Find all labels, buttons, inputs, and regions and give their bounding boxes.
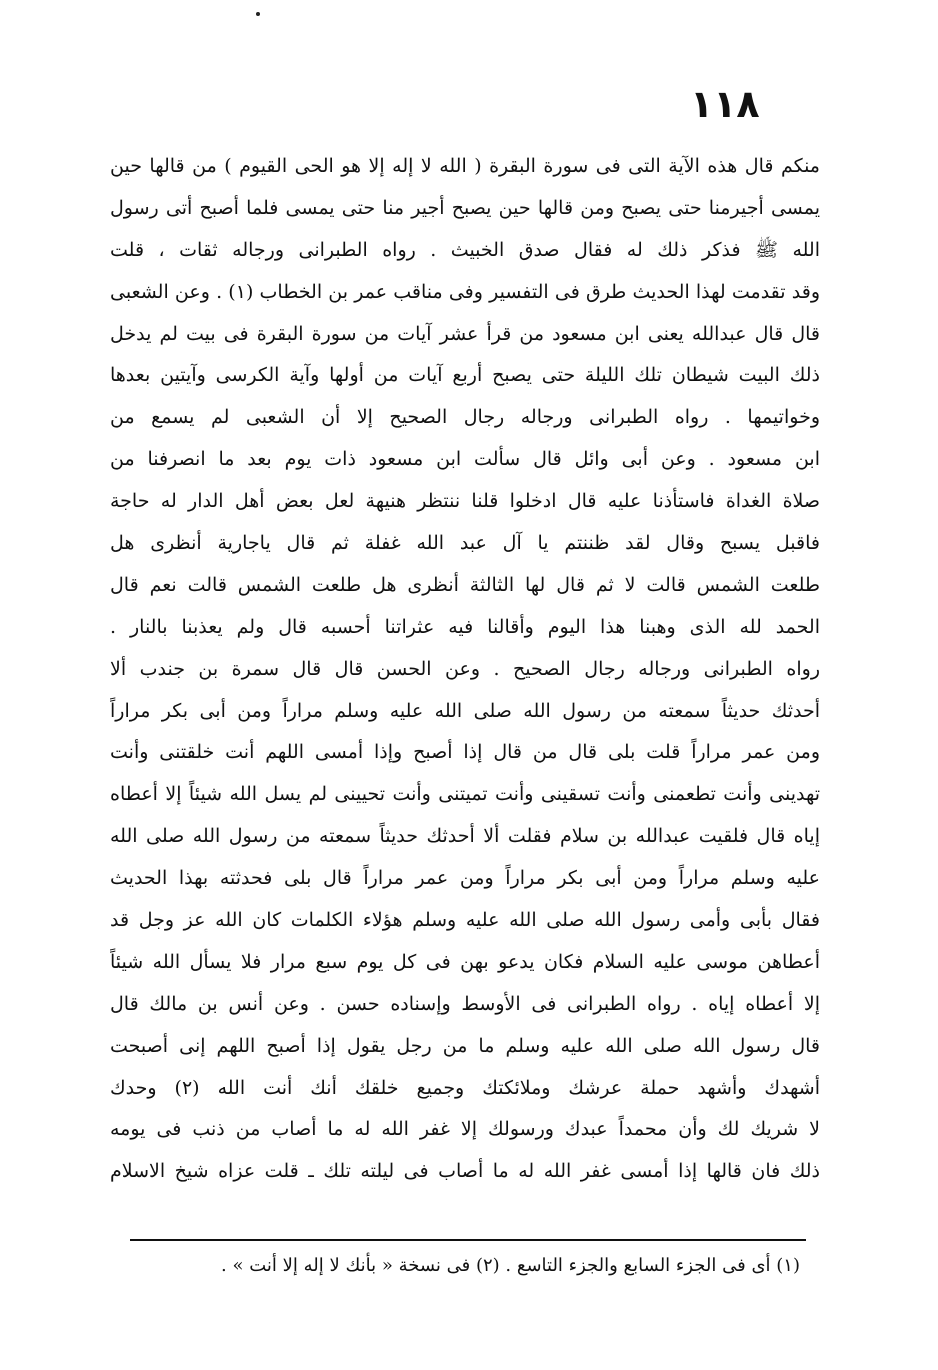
text-line: إياه قال فلقيت عبدالله بن سلام فقلت ألا أحدثك حديثاً سمعته من رسول الله صلى الله (110, 825, 820, 848)
text-line: لا شريك لك وأن محمداً عبدك ورسولك إلا غفر الله له ما أصاب من ذنب فى يومه (110, 1118, 820, 1141)
text-line: أعطاهن موسى عليه السلام فكان يدعو بهن فى كل يوم سبع مرار فلا يسأل الله شيئاً (110, 950, 820, 973)
footnote: (١) أى فى الجزء السابع والجزء التاسع . (٢) فى نسخة « بأنك لا إله إلا أنت » . (221, 1255, 800, 1276)
text-line: تهدينى وأنت تطعمنى وأنت تسقينى وأنت تميتنى وأنت تحيينى لم يسل الله شيئاً إلا أعطاه (110, 783, 820, 806)
text-line: يمسى أجيرمنا حتى يصبح ومن قالها حين يصبح أجير منا حتى يمسى فلما أصبح أتى رسول (110, 196, 820, 219)
text-line: قال رسول الله صلى الله عليه وسلم ما من رجل يقول إذا أصبح اللهم إنى أصبحت (110, 1034, 820, 1057)
text-line: فقال بأبى وأمى رسول الله صلى الله عليه وسلم هؤلاء الكلمات كان الله عز وجل قد (110, 909, 820, 932)
text-line: وقد تقدمت لهذا الحديث طرق فى التفسير وفى مناقب عمر بن الخطاب (١) . وعن الشعبى (110, 280, 820, 303)
text-line: إلا أعطاه إياه . رواه الطبرانى فى الأوسط وإسناده حسن . وعن أنس بن مالك قال (110, 992, 820, 1015)
page-number: ١١٨ (690, 82, 760, 126)
text-line: رواه الطبرانى ورجاله رجال الصحيح . وعن الحسن قال قال سمرة بن جندب ألا (110, 657, 820, 680)
text-line: أحدثك حديثاً سمعته من رسول الله صلى الله عليه وسلم مراراً ومن أبى بكر مراراً (110, 699, 820, 722)
text-line: قال قال عبدالله يعنى ابن مسعود من قرأ عشر آيات من سورة البقرة فى بيت لم يدخل (110, 322, 820, 345)
text-line: ابن مسعود . وعن أبى وائل قال سألت ابن مسعود ذات يوم بعد ما انصرفنا من (110, 448, 820, 471)
ink-speck (256, 12, 260, 16)
text-line: ذلك فان قالها إذا أمسى غفر الله له ما أصاب فى ليلته تلك ـ قلت عزاه شيخ الاسلام (110, 1160, 820, 1183)
text-line: ومن عمر مراراً قلت بلى قال من قال إذا أصبح وإذا أمسى اللهم أنت خلقتنى وأنت (110, 741, 820, 764)
text-line: صلاة الغداة فاستأذنا عليه قال ادخلوا قلنا ننتظر هنيهة لعل بعض أهل الدار له حاجة (110, 490, 820, 513)
text-line: فاقبل يسبح وقال لقد ظننتم يا آل عبد الله غفلة ثم قال ياجارية أنظرى هل (110, 532, 820, 555)
text-line: ذلك البيت شيطان تلك الليلة حتى يصبح أربع آيات من أولها وآية الكرسى وآيتين بعدها (110, 364, 820, 387)
text-line: عليه وسلم مراراً ومن أبى بكر مراراً ومن عمر مراراً قال بلى فحدثته بهذا الحديث (110, 867, 820, 890)
footnote-divider (130, 1239, 806, 1241)
text-line: طلعت الشمس قالت لا ثم قال لها الثالثة أنظرى هل طلعت الشمس قالت نعم قال (110, 573, 820, 596)
text-line: منكم قال هذه الآية التى فى سورة البقرة ( الله لا إله إلا هو الحى القيوم ) من قالها حين (110, 155, 820, 177)
body-text (110, 146, 820, 1193)
text-line: الحمد لله الذى وهبنا هذا اليوم وأقالنا فيه عثراتنا أحسبه قال ولم يعذبنا بالنار . (110, 615, 820, 638)
text-line: أشهدك وأشهد حملة عرشك وملائكتك وجميع خلقك أنك أنت الله (٢) وحدك (110, 1076, 820, 1099)
text-line: وخواتيمها . رواه الطبرانى ورجاله رجال الصحيح إلا أن الشعبى لم يسمع من (110, 406, 820, 429)
text-line: الله ﷺ فذكر ذلك له فقال صدق الخبيث . رواه الطبرانى ورجاله ثقات ، قلت (110, 238, 820, 261)
